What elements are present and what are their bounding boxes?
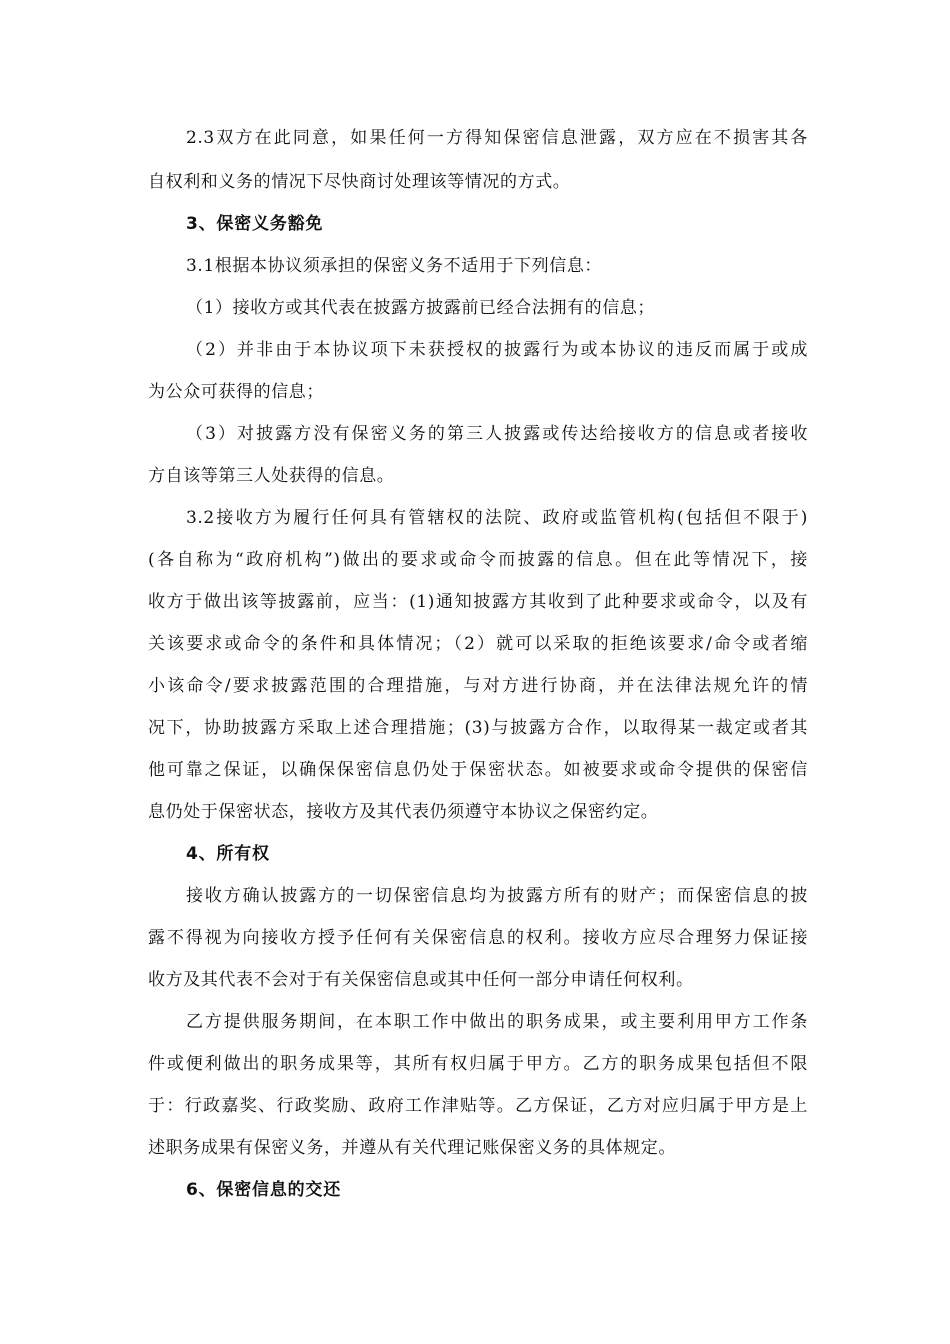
section-heading-4: 4、所有权 <box>186 844 270 864</box>
paragraph-3-1: 3.1根据本协议须承担的保密义务不适用于下列信息： <box>186 256 603 276</box>
paragraph-3-2-line-1: 3.2接收方为履行任何具有管辖权的法院、政府或监管机构(包括但不限于) <box>186 508 808 528</box>
ownership-paragraph-1-line-1: 接收方确认披露方的一切保密信息均为披露方所有的财产；而保密信息的披 <box>186 886 808 906</box>
item-2-line-1: （2）并非由于本协议项下未获授权的披露行为或本协议的违反而属于或成 <box>186 340 808 360</box>
paragraph-3-2-line-7: 他可靠之保证，以确保保密信息仍处于保密状态。如被要求或命令提供的保密信 <box>148 760 808 780</box>
paragraph-3-2-line-4: 关该要求或命令的条件和具体情况；（2）就可以采取的拒绝该要求/命令或者缩 <box>148 634 808 654</box>
ownership-paragraph-2-line-2: 件或便利做出的职务成果等，其所有权归属于甲方。乙方的职务成果包括但不限 <box>148 1054 808 1074</box>
item-2-line-2: 为公众可获得的信息； <box>148 382 324 402</box>
paragraph-3-2-line-8: 息仍处于保密状态，接收方及其代表仍须遵守本协议之保密约定。 <box>148 802 659 822</box>
paragraph-3-2-line-3: 收方于做出该等披露前，应当：(1)通知披露方其收到了此种要求或命令，以及有 <box>148 592 808 612</box>
ownership-paragraph-2-line-1: 乙方提供服务期间，在本职工作中做出的职务成果，或主要利用甲方工作条 <box>186 1012 808 1032</box>
paragraph-2-3-line-1: 2.3双方在此同意，如果任何一方得知保密信息泄露，双方应在不损害其各 <box>186 128 808 148</box>
ownership-paragraph-2-line-3: 于：行政嘉奖、行政奖励、政府工作津贴等。乙方保证，乙方对应归属于甲方是上 <box>148 1096 808 1116</box>
section-heading-3: 3、保密义务豁免 <box>186 214 324 234</box>
ownership-paragraph-2-line-4: 述职务成果有保密义务，并遵从有关代理记账保密义务的具体规定。 <box>148 1138 676 1158</box>
paragraph-3-2-line-6: 况下，协助披露方采取上述合理措施；(3)与披露方合作，以取得某一裁定或者其 <box>148 718 808 738</box>
section-heading-6: 6、保密信息的交还 <box>186 1180 342 1200</box>
item-3-line-2: 方自该等第三人处获得的信息。 <box>148 466 395 486</box>
paragraph-2-3-line-2: 自权利和义务的情况下尽快商讨处理该等情况的方式。 <box>148 172 571 192</box>
item-1: （1）接收方或其代表在披露方披露前已经合法拥有的信息； <box>186 298 656 318</box>
paragraph-3-2-line-2: (各自称为“政府机构”)做出的要求或命令而披露的信息。但在此等情况下，接 <box>148 550 808 570</box>
paragraph-3-2-line-5: 小该命令/要求披露范围的合理措施，与对方进行协商，并在法律法规允许的情 <box>148 676 808 696</box>
item-3-line-1: （3）对披露方没有保密义务的第三人披露或传达给接收方的信息或者接收 <box>186 424 808 444</box>
ownership-paragraph-1-line-3: 收方及其代表不会对于有关保密信息或其中任何一部分申请任何权利。 <box>148 970 694 990</box>
ownership-paragraph-1-line-2: 露不得视为向接收方授予任何有关保密信息的权利。接收方应尽合理努力保证接 <box>148 928 808 948</box>
